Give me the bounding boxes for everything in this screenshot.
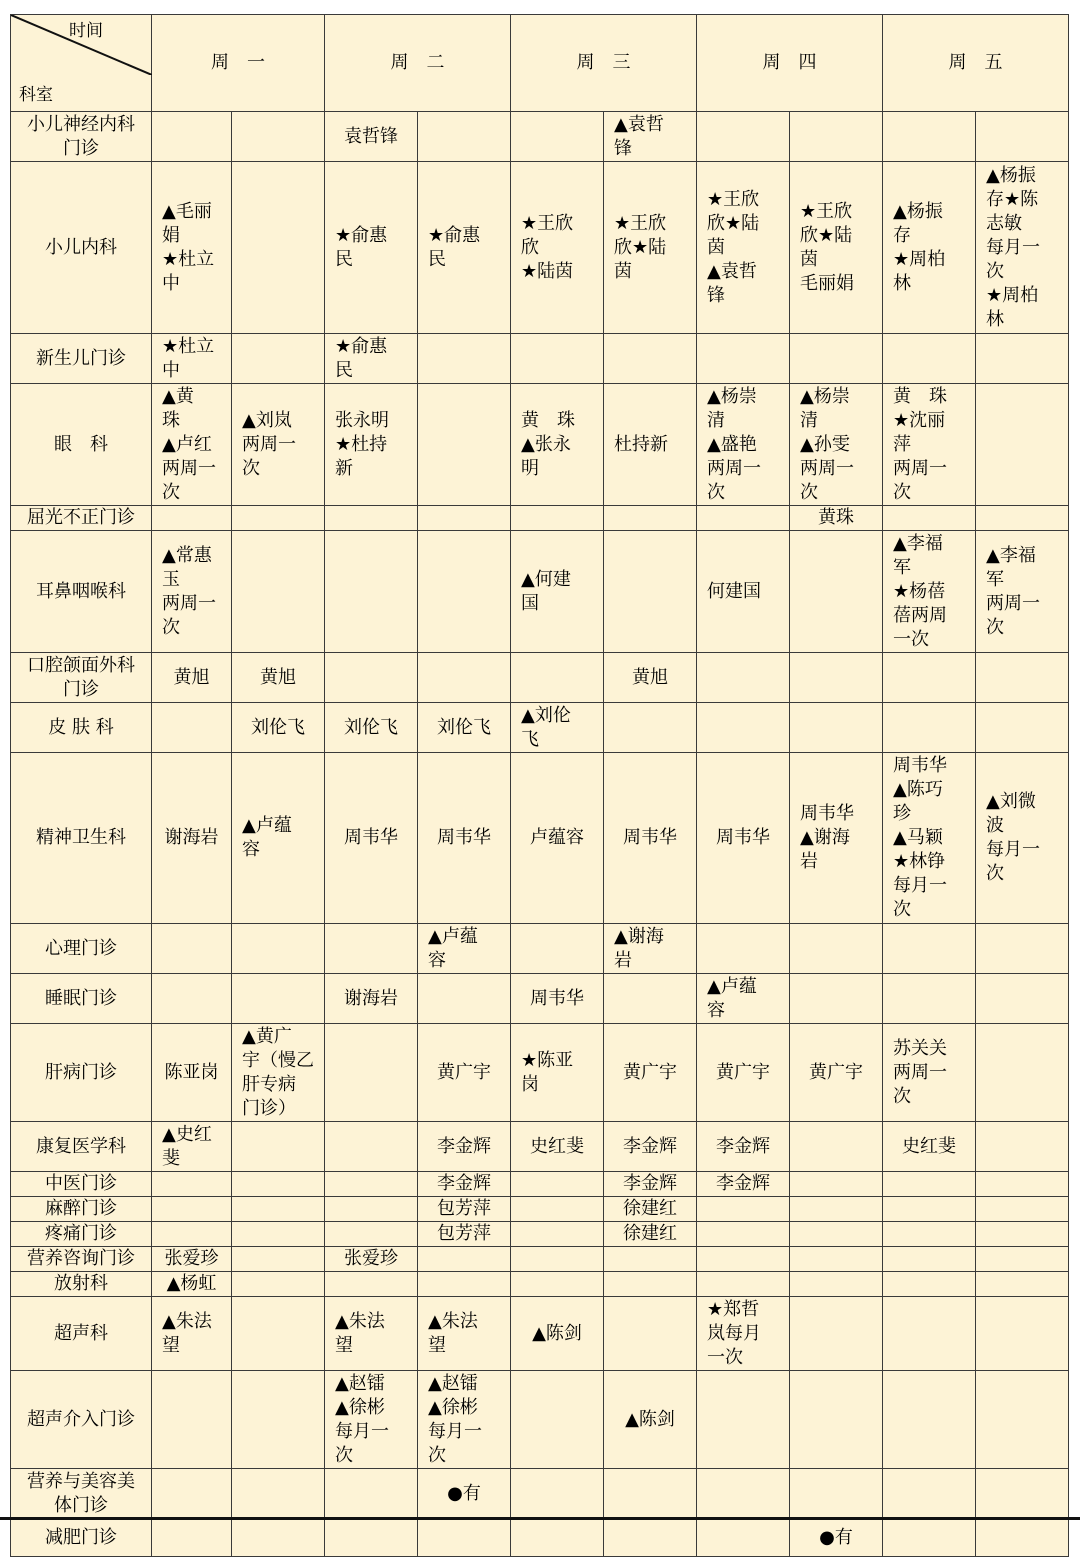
table-row bbox=[11, 506, 1069, 531]
schedule-cell bbox=[325, 924, 418, 974]
schedule-cell bbox=[325, 1469, 418, 1519]
schedule-cell: ★俞惠 民 bbox=[325, 334, 418, 384]
schedule-cell bbox=[976, 1197, 1069, 1222]
schedule-cell bbox=[604, 974, 697, 1024]
schedule-cell bbox=[883, 1197, 976, 1222]
header-day-fri: 周 五 bbox=[883, 15, 1069, 112]
schedule-cell: ▲何建 国 bbox=[511, 531, 604, 653]
schedule-cell: ★王欣 欣★陆 茵 ▲袁哲 锋 bbox=[697, 162, 790, 334]
schedule-cell: 黄广宇 bbox=[418, 1024, 511, 1122]
schedule-cell bbox=[604, 1247, 697, 1272]
schedule-cell bbox=[883, 334, 976, 384]
schedule-cell bbox=[790, 1297, 883, 1371]
schedule-cell bbox=[152, 974, 232, 1024]
schedule-cell bbox=[790, 703, 883, 753]
schedule-cell bbox=[883, 924, 976, 974]
schedule-cell: ▲陈剑 bbox=[604, 1371, 697, 1469]
schedule-cell: ▲黄广 宇（慢乙 肝专病 门诊） bbox=[232, 1024, 325, 1122]
schedule-cell bbox=[232, 1272, 325, 1297]
header-day-wed: 周 三 bbox=[511, 15, 697, 112]
schedule-cell bbox=[790, 531, 883, 653]
schedule-cell bbox=[232, 1222, 325, 1247]
schedule-cell: 李金辉 bbox=[418, 1172, 511, 1197]
schedule-cell: 周韦华 bbox=[325, 753, 418, 924]
schedule-cell bbox=[976, 1371, 1069, 1469]
schedule-cell bbox=[418, 506, 511, 531]
department-name: 超声介入门诊 bbox=[11, 1371, 152, 1469]
schedule-cell bbox=[883, 1469, 976, 1519]
header-row bbox=[11, 15, 1069, 112]
schedule-cell bbox=[976, 1222, 1069, 1247]
schedule-cell: 包芳萍 bbox=[418, 1222, 511, 1247]
department-name: 营养咨询门诊 bbox=[11, 1247, 152, 1272]
schedule-cell bbox=[790, 1469, 883, 1519]
schedule-cell bbox=[325, 1172, 418, 1197]
schedule-cell bbox=[604, 334, 697, 384]
schedule-cell bbox=[976, 384, 1069, 506]
schedule-cell bbox=[790, 1197, 883, 1222]
table-row bbox=[11, 1247, 1069, 1272]
schedule-cell: 谢海岩 bbox=[325, 974, 418, 1024]
schedule-cell bbox=[976, 1122, 1069, 1172]
table-row bbox=[11, 1519, 1069, 1557]
schedule-cell: ▲赵镭 ▲徐彬 每月一 次 bbox=[325, 1371, 418, 1469]
schedule-cell: 陈亚岗 bbox=[152, 1024, 232, 1122]
schedule-cell bbox=[511, 112, 604, 162]
schedule-cell bbox=[232, 1122, 325, 1172]
schedule-cell bbox=[152, 1371, 232, 1469]
table-row bbox=[11, 162, 1069, 334]
schedule-cell: 刘伦飞 bbox=[418, 703, 511, 753]
schedule-cell bbox=[790, 924, 883, 974]
schedule-cell: 李金辉 bbox=[697, 1172, 790, 1197]
schedule-cell: 黄广宇 bbox=[790, 1024, 883, 1122]
schedule-cell: ▲朱法 望 bbox=[152, 1297, 232, 1371]
schedule-cell bbox=[604, 506, 697, 531]
schedule-cell bbox=[697, 1371, 790, 1469]
schedule-cell: 周韦华 bbox=[604, 753, 697, 924]
schedule-cell bbox=[976, 1247, 1069, 1272]
schedule-cell: ▲卢蕴 容 bbox=[418, 924, 511, 974]
department-name: 麻醉门诊 bbox=[11, 1197, 152, 1222]
schedule-cell bbox=[511, 506, 604, 531]
schedule-cell bbox=[976, 924, 1069, 974]
schedule-cell: 谢海岩 bbox=[152, 753, 232, 924]
schedule-cell: 黄广宇 bbox=[697, 1024, 790, 1122]
department-name: 屈光不正门诊 bbox=[11, 506, 152, 531]
schedule-cell: ▲陈剑 bbox=[511, 1297, 604, 1371]
table-row bbox=[11, 753, 1069, 924]
table-row bbox=[11, 531, 1069, 653]
schedule-cell bbox=[232, 1247, 325, 1272]
table-row bbox=[11, 1222, 1069, 1247]
schedule-cell bbox=[697, 1272, 790, 1297]
schedule-cell bbox=[511, 1272, 604, 1297]
table-row bbox=[11, 1371, 1069, 1469]
schedule-cell bbox=[604, 1272, 697, 1297]
schedule-cell bbox=[883, 1272, 976, 1297]
schedule-cell bbox=[232, 924, 325, 974]
department-name: 精神卫生科 bbox=[11, 753, 152, 924]
schedule-cell bbox=[790, 1172, 883, 1197]
schedule-cell bbox=[883, 1371, 976, 1469]
schedule-cell: ▲李福 军 ★杨蓓 蓓两周 一次 bbox=[883, 531, 976, 653]
schedule-cell: 张永明 ★杜持 新 bbox=[325, 384, 418, 506]
schedule-cell bbox=[232, 1519, 325, 1557]
schedule-cell: 徐建红 bbox=[604, 1222, 697, 1247]
department-name: 营养与美容美 体门诊 bbox=[11, 1469, 152, 1519]
schedule-cell bbox=[152, 924, 232, 974]
schedule-cell bbox=[697, 1222, 790, 1247]
schedule-cell: 李金辉 bbox=[697, 1122, 790, 1172]
schedule-cell bbox=[325, 1024, 418, 1122]
schedule-cell: ●有 bbox=[790, 1519, 883, 1557]
schedule-cell: 张爱珍 bbox=[152, 1247, 232, 1272]
department-name: 肝病门诊 bbox=[11, 1024, 152, 1122]
department-name: 新生儿门诊 bbox=[11, 334, 152, 384]
schedule-cell bbox=[976, 1172, 1069, 1197]
schedule-cell bbox=[152, 703, 232, 753]
schedule-cell bbox=[418, 384, 511, 506]
schedule-cell bbox=[976, 653, 1069, 703]
schedule-cell bbox=[152, 1519, 232, 1557]
schedule-cell bbox=[883, 506, 976, 531]
schedule-cell bbox=[883, 1519, 976, 1557]
schedule-cell bbox=[790, 1371, 883, 1469]
department-name: 皮 肤 科 bbox=[11, 703, 152, 753]
schedule-cell bbox=[325, 1122, 418, 1172]
schedule-cell bbox=[697, 1519, 790, 1557]
schedule-cell: ▲卢蕴 容 bbox=[232, 753, 325, 924]
table-row bbox=[11, 384, 1069, 506]
table-row bbox=[11, 1122, 1069, 1172]
schedule-cell bbox=[418, 112, 511, 162]
schedule-cell bbox=[697, 112, 790, 162]
schedule-cell: 周韦华 ▲陈巧 珍 ▲马颖 ★林铮 每月一 次 bbox=[883, 753, 976, 924]
schedule-cell bbox=[697, 1197, 790, 1222]
schedule-cell bbox=[976, 974, 1069, 1024]
schedule-cell bbox=[418, 974, 511, 1024]
schedule-cell bbox=[976, 1024, 1069, 1122]
schedule-cell bbox=[511, 1172, 604, 1197]
schedule-cell: 张爱珍 bbox=[325, 1247, 418, 1272]
table-row bbox=[11, 112, 1069, 162]
table-row bbox=[11, 334, 1069, 384]
schedule-cell bbox=[232, 162, 325, 334]
schedule-cell bbox=[232, 334, 325, 384]
schedule-cell: 黄 珠 ▲张永 明 bbox=[511, 384, 604, 506]
schedule-cell bbox=[232, 1197, 325, 1222]
schedule-cell bbox=[883, 1247, 976, 1272]
schedule-cell bbox=[976, 506, 1069, 531]
schedule-cell bbox=[511, 1222, 604, 1247]
schedule-cell bbox=[883, 1297, 976, 1371]
schedule-cell: ▲杨振 存★陈 志敏 每月一 次 ★周柏 林 bbox=[976, 162, 1069, 334]
schedule-cell bbox=[418, 1247, 511, 1272]
schedule-cell: ▲杨崇 清 ▲孙雯 两周一 次 bbox=[790, 384, 883, 506]
schedule-cell bbox=[883, 974, 976, 1024]
schedule-cell: ▲杨虹 bbox=[152, 1272, 232, 1297]
schedule-cell bbox=[152, 112, 232, 162]
table-row bbox=[11, 924, 1069, 974]
header-dept-label: 科室 bbox=[19, 85, 53, 105]
schedule-cell: 黄旭 bbox=[604, 653, 697, 703]
schedule-cell: 黄珠 bbox=[790, 506, 883, 531]
schedule-cell: ●有 bbox=[418, 1469, 511, 1519]
schedule-cell bbox=[976, 1519, 1069, 1557]
department-name: 疼痛门诊 bbox=[11, 1222, 152, 1247]
schedule-cell: 袁哲锋 bbox=[325, 112, 418, 162]
schedule-cell bbox=[883, 1172, 976, 1197]
header-corner-cell bbox=[11, 15, 152, 112]
schedule-cell bbox=[511, 334, 604, 384]
schedule-cell: 黄旭 bbox=[152, 653, 232, 703]
schedule-cell: ▲朱法 望 bbox=[325, 1297, 418, 1371]
schedule-cell bbox=[976, 1272, 1069, 1297]
schedule-cell: ▲杨振 存 ★周柏 林 bbox=[883, 162, 976, 334]
schedule-cell: ★王欣 欣★陆 茵 毛丽娟 bbox=[790, 162, 883, 334]
schedule-cell: 李金辉 bbox=[604, 1122, 697, 1172]
schedule-cell: 史红斐 bbox=[883, 1122, 976, 1172]
header-time-label: 时间 bbox=[69, 21, 103, 41]
schedule-cell bbox=[604, 1519, 697, 1557]
schedule-cell bbox=[232, 974, 325, 1024]
table-row bbox=[11, 1272, 1069, 1297]
department-name: 口腔颌面外科 门诊 bbox=[11, 653, 152, 703]
schedule-cell: ★俞惠 民 bbox=[325, 162, 418, 334]
schedule-cell: 黄旭 bbox=[232, 653, 325, 703]
table-row bbox=[11, 653, 1069, 703]
table-row bbox=[11, 1469, 1069, 1519]
schedule-cell: ★郑哲 岚每月 一次 bbox=[697, 1297, 790, 1371]
schedule-cell bbox=[976, 334, 1069, 384]
header-day-tue: 周 二 bbox=[325, 15, 511, 112]
schedule-cell bbox=[152, 1172, 232, 1197]
schedule-cell bbox=[790, 112, 883, 162]
schedule-cell bbox=[604, 703, 697, 753]
schedule-cell bbox=[790, 1247, 883, 1272]
schedule-cell bbox=[976, 703, 1069, 753]
schedule-cell bbox=[418, 1272, 511, 1297]
schedule-cell bbox=[604, 1297, 697, 1371]
schedule-cell bbox=[325, 653, 418, 703]
schedule-cell: 李金辉 bbox=[418, 1122, 511, 1172]
schedule-cell: 周韦华 bbox=[697, 753, 790, 924]
schedule-cell: ★王欣 欣★陆 茵 bbox=[604, 162, 697, 334]
schedule-cell bbox=[152, 1222, 232, 1247]
schedule-cell: ▲黄 珠 ▲卢红 两周一 次 bbox=[152, 384, 232, 506]
schedule-cell bbox=[325, 1222, 418, 1247]
schedule-cell: ▲卢蕴 容 bbox=[697, 974, 790, 1024]
schedule-cell bbox=[976, 1469, 1069, 1519]
schedule-cell: ▲赵镭 ▲徐彬 每月一 次 bbox=[418, 1371, 511, 1469]
schedule-cell bbox=[976, 112, 1069, 162]
schedule-cell: 何建国 bbox=[697, 531, 790, 653]
schedule-cell bbox=[697, 1247, 790, 1272]
schedule-cell: ▲谢海 岩 bbox=[604, 924, 697, 974]
schedule-cell bbox=[511, 1197, 604, 1222]
schedule-cell: ▲常惠 玉 两周一 次 bbox=[152, 531, 232, 653]
schedule-cell bbox=[697, 924, 790, 974]
table-row bbox=[11, 703, 1069, 753]
table-row bbox=[11, 1024, 1069, 1122]
schedule-cell bbox=[152, 1469, 232, 1519]
schedule-cell: 刘伦飞 bbox=[325, 703, 418, 753]
schedule-cell: ▲杨崇 清 ▲盛艳 两周一 次 bbox=[697, 384, 790, 506]
schedule-cell bbox=[790, 334, 883, 384]
schedule-cell bbox=[232, 1371, 325, 1469]
schedule-cell: ▲毛丽 娟 ★杜立 中 bbox=[152, 162, 232, 334]
department-name: 心理门诊 bbox=[11, 924, 152, 974]
schedule-cell: 杜持新 bbox=[604, 384, 697, 506]
department-name: 小儿内科 bbox=[11, 162, 152, 334]
schedule-cell: 卢蕴容 bbox=[511, 753, 604, 924]
schedule-cell: ▲刘岚 两周一 次 bbox=[232, 384, 325, 506]
department-name: 眼 科 bbox=[11, 384, 152, 506]
schedule-cell bbox=[511, 1519, 604, 1557]
table-row bbox=[11, 1172, 1069, 1197]
schedule-cell bbox=[604, 1469, 697, 1519]
schedule-cell bbox=[232, 1297, 325, 1371]
schedule-cell bbox=[232, 506, 325, 531]
schedule-table bbox=[10, 14, 1069, 1557]
schedule-cell bbox=[325, 531, 418, 653]
schedule-cell bbox=[325, 1519, 418, 1557]
schedule-cell: 黄广宇 bbox=[604, 1024, 697, 1122]
schedule-cell bbox=[790, 974, 883, 1024]
schedule-cell bbox=[418, 334, 511, 384]
table-row bbox=[11, 974, 1069, 1024]
schedule-cell bbox=[883, 1222, 976, 1247]
schedule-cell: 史红斐 bbox=[511, 1122, 604, 1172]
schedule-cell bbox=[790, 1222, 883, 1247]
schedule-cell bbox=[697, 1469, 790, 1519]
bottom-rule bbox=[0, 1517, 1080, 1520]
schedule-cell bbox=[511, 1247, 604, 1272]
header-day-mon: 周 一 bbox=[152, 15, 325, 112]
department-name: 耳鼻咽喉科 bbox=[11, 531, 152, 653]
schedule-cell: 徐建红 bbox=[604, 1197, 697, 1222]
schedule-cell bbox=[152, 1197, 232, 1222]
department-name: 康复医学科 bbox=[11, 1122, 152, 1172]
schedule-cell bbox=[697, 506, 790, 531]
schedule-cell bbox=[232, 531, 325, 653]
schedule-cell bbox=[418, 1519, 511, 1557]
department-name: 减肥门诊 bbox=[11, 1519, 152, 1557]
schedule-cell: 苏关关 两周一 次 bbox=[883, 1024, 976, 1122]
schedule-cell: 李金辉 bbox=[604, 1172, 697, 1197]
schedule-cell: ▲刘微 波 每月一 次 bbox=[976, 753, 1069, 924]
schedule-cell bbox=[976, 1297, 1069, 1371]
schedule-cell bbox=[604, 531, 697, 653]
schedule-cell: 周韦华 bbox=[418, 753, 511, 924]
schedule-cell: ★杜立 中 bbox=[152, 334, 232, 384]
department-name: 小儿神经内科 门诊 bbox=[11, 112, 152, 162]
schedule-cell bbox=[418, 531, 511, 653]
schedule-cell bbox=[790, 653, 883, 703]
schedule-cell bbox=[511, 1371, 604, 1469]
department-name: 中医门诊 bbox=[11, 1172, 152, 1197]
schedule-cell bbox=[697, 334, 790, 384]
schedule-cell bbox=[883, 703, 976, 753]
schedule-cell: ▲袁哲 锋 bbox=[604, 112, 697, 162]
schedule-cell: ▲史红 斐 bbox=[152, 1122, 232, 1172]
schedule-cell bbox=[325, 1197, 418, 1222]
schedule-cell: ▲李福 军 两周一 次 bbox=[976, 531, 1069, 653]
schedule-cell: ★陈亚 岗 bbox=[511, 1024, 604, 1122]
department-name: 睡眠门诊 bbox=[11, 974, 152, 1024]
schedule-cell bbox=[511, 924, 604, 974]
schedule-cell bbox=[152, 506, 232, 531]
schedule-cell: 周韦华 bbox=[511, 974, 604, 1024]
schedule-cell: 刘伦飞 bbox=[232, 703, 325, 753]
schedule-cell bbox=[418, 653, 511, 703]
schedule-cell: ★俞惠 民 bbox=[418, 162, 511, 334]
header-day-thu: 周 四 bbox=[697, 15, 883, 112]
schedule-cell bbox=[697, 703, 790, 753]
schedule-cell bbox=[511, 1469, 604, 1519]
schedule-cell bbox=[883, 112, 976, 162]
table-row bbox=[11, 1297, 1069, 1371]
schedule-cell bbox=[697, 653, 790, 703]
schedule-cell bbox=[790, 1122, 883, 1172]
department-name: 放射科 bbox=[11, 1272, 152, 1297]
schedule-cell bbox=[232, 112, 325, 162]
clinic-schedule-sheet bbox=[10, 14, 1068, 1557]
table-row bbox=[11, 1197, 1069, 1222]
schedule-cell: 周韦华 ▲谢海 岩 bbox=[790, 753, 883, 924]
department-name: 超声科 bbox=[11, 1297, 152, 1371]
schedule-cell bbox=[790, 1272, 883, 1297]
schedule-cell: ▲朱法 望 bbox=[418, 1297, 511, 1371]
schedule-cell: 包芳萍 bbox=[418, 1197, 511, 1222]
schedule-cell bbox=[883, 653, 976, 703]
schedule-cell bbox=[232, 1469, 325, 1519]
schedule-cell bbox=[511, 653, 604, 703]
schedule-cell: ★王欣 欣 ★陆茵 bbox=[511, 162, 604, 334]
schedule-cell bbox=[325, 1272, 418, 1297]
schedule-cell bbox=[325, 506, 418, 531]
schedule-cell: ▲刘伦 飞 bbox=[511, 703, 604, 753]
schedule-cell: 黄 珠 ★沈丽 萍 两周一 次 bbox=[883, 384, 976, 506]
schedule-cell bbox=[232, 1172, 325, 1197]
